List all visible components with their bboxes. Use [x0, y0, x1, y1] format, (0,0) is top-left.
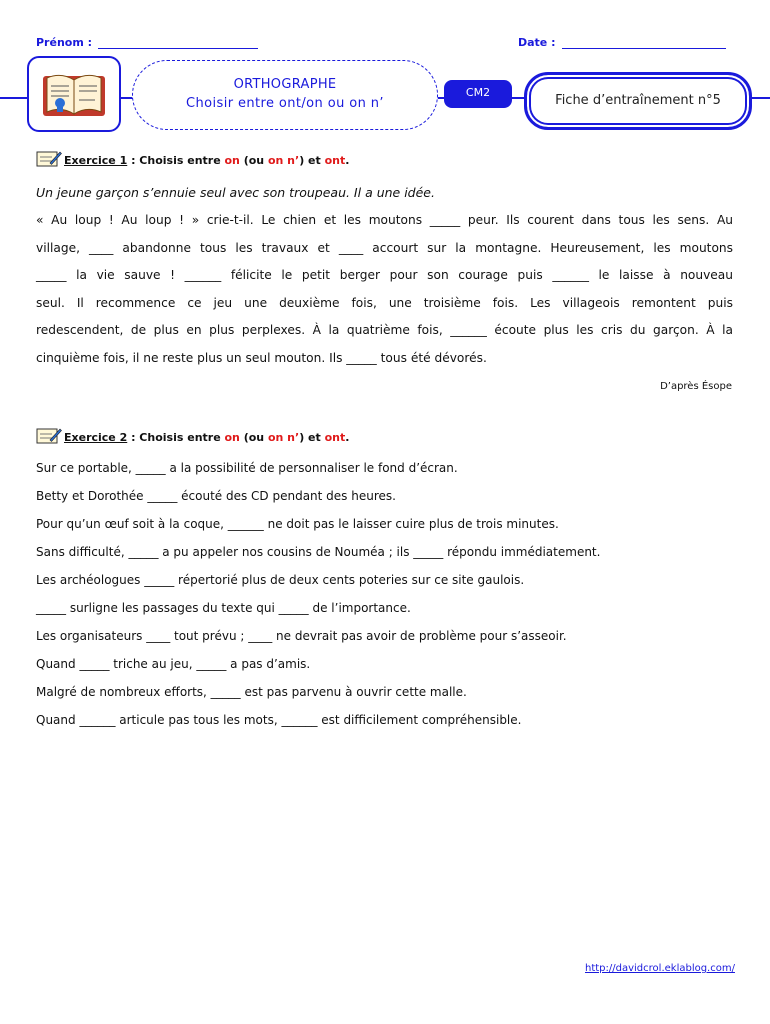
header-rule-left	[0, 97, 30, 99]
title-box	[132, 60, 438, 130]
exercise2-list	[36, 454, 736, 734]
exercise2-instr-c: ) et	[299, 431, 325, 444]
exercise2-word-on: on	[224, 431, 240, 444]
exercise2-sentence: _____ surligne les passages du texte qui _____ de l’importance.	[36, 601, 411, 615]
exercise1-word-ont: ont	[324, 154, 346, 167]
sheet-label: Fiche d’entraînement n°5	[555, 93, 721, 108]
exercise2-instr-a: : Choisis entre	[127, 431, 225, 444]
exercise1-line: redescendent, de plus en plus perplexes. À la quatrième fois, ______ écoute plus les cris du garçon. À la	[36, 323, 733, 338]
exercise1-instr-a: : Choisis entre	[127, 154, 225, 167]
exercise1-line: seul. Il recommence ce jeu une deuxième fois, une troisième fois. Les villageois remontent puis	[36, 295, 733, 310]
topic-title: Choisir entre ont/on ou on n’	[186, 96, 384, 111]
sheet-box	[524, 72, 752, 130]
pencil-paper-icon	[36, 427, 62, 444]
exercise1-line: « Au loup ! Au loup ! » crie-t-il. Le chien et les moutons _____ peur. Ils courent dans tous les sens. Au	[36, 213, 733, 227]
date-label: Date :	[518, 36, 556, 49]
exercise1-line: _____ la vie sauve ! ______ félicite le petit berger pour son courage puis ______ le laisse à nouveau	[36, 268, 733, 283]
exercise1-instr-d: .	[345, 154, 350, 167]
book-icon	[29, 58, 119, 130]
exercise1-text	[36, 207, 733, 373]
exercise2-sentence: Sans difficulté, _____ a pu appeler nos cousins de Nouméa ; ils _____ répondu immédiatement.	[36, 545, 601, 559]
level-badge: CM2	[444, 80, 512, 108]
date-field[interactable]	[518, 36, 726, 49]
date-line[interactable]	[562, 37, 726, 49]
exercise1-line: village, ____ abandonne tous les travaux et ____ accourt sur la montagne. Heureusement, les moutons	[36, 240, 733, 255]
exercise2-heading	[36, 427, 349, 444]
exercise2-sentence: Malgré de nombreux efforts, _____ est pas parvenu à ouvrir cette malle.	[36, 685, 467, 699]
exercise1-line: cinquième fois, il ne reste plus un seul mouton. Ils _____ tous été dévorés.	[36, 350, 487, 365]
subject-title: ORTHOGRAPHE	[233, 77, 337, 92]
exercise1-intro: Un jeune garçon s’ennuie seul avec son troupeau. Il a une idée.	[36, 185, 435, 200]
exercise2-sentence: Pour qu’un œuf soit à la coque, ______ ne doit pas le laisser cuire plus de trois minutes.	[36, 517, 559, 531]
exercise2-sentence: Les organisateurs ____ tout prévu ; ____ ne devrait pas avoir de problème pour s’asseoir.	[36, 629, 567, 643]
exercise2-instr-d: .	[345, 431, 350, 444]
footer-link[interactable]: http://davidcrol.eklablog.com/	[585, 963, 735, 974]
exercise2-word-onn: on n’	[267, 431, 300, 444]
exercise2-sentence: Sur ce portable, _____ a la possibilité de personnaliser le fond d’écran.	[36, 461, 458, 475]
pencil-paper-icon	[36, 150, 62, 167]
logo-box	[27, 56, 121, 132]
exercise1-word-onn: on n’	[267, 154, 300, 167]
exercise2-sentence: Betty et Dorothée _____ écouté des CD pendant des heures.	[36, 489, 396, 503]
prenom-line[interactable]	[98, 37, 258, 49]
exercise2-sentence: Les archéologues _____ répertorié plus de deux cents poteries sur ce site gaulois.	[36, 573, 525, 587]
exercise2-instr-b: (ou	[239, 431, 268, 444]
exercise2-label: Exercice 2	[64, 431, 128, 444]
exercise1-instr-c: ) et	[299, 154, 325, 167]
exercise1-heading	[36, 150, 349, 167]
exercise2-word-ont: ont	[324, 431, 346, 444]
exercise1-word-on: on	[224, 154, 240, 167]
exercise1-instr-b: (ou	[239, 154, 268, 167]
exercise2-sentence: Quand ______ articule pas tous les mots, ______ est difficilement compréhensible.	[36, 713, 522, 727]
prenom-label: Prénom :	[36, 36, 93, 49]
prenom-field[interactable]	[36, 36, 258, 49]
attribution: D’après Ésope	[660, 381, 732, 392]
exercise1-label: Exercice 1	[64, 154, 128, 167]
exercise2-sentence: Quand _____ triche au jeu, _____ a pas d’amis.	[36, 657, 311, 671]
